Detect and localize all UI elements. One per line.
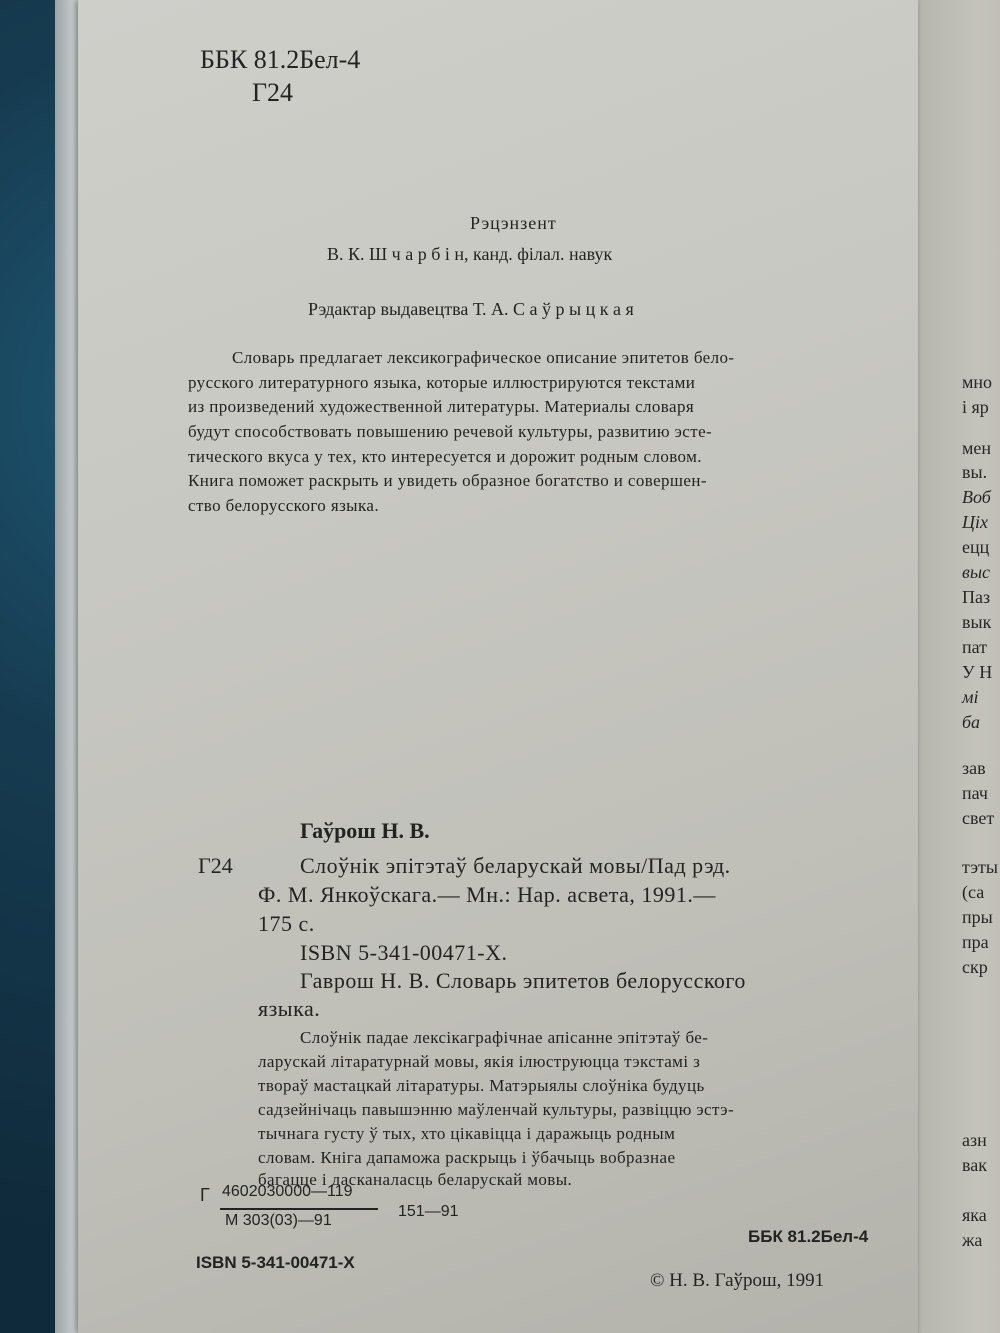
facing-page-fragment: мен [962,438,992,458]
catalog-line: Слоўнік эпітэтаў беларускай мовы/Пад рэд. [300,853,731,878]
annotation-by-line: Слоўнік падае лексікаграфічнае апісанне эпітэтаў бе- [300,1028,709,1047]
facing-page-fragment: выс [962,562,990,582]
bbk-code-bottom: ББК 81.2Бел-4 [748,1227,869,1246]
facing-page-fragment: пат [962,637,988,657]
catalog-line: языка. [258,996,321,1021]
facing-page-fragment: вы. [962,462,988,482]
facing-page-fragment: пра [962,932,989,952]
facing-page-fragment: мно [962,372,993,392]
annotation-ru-line: Книга поможет раскрыть и увидеть образное богатство и совершен- [188,471,707,490]
facing-page-fragment: У Н [962,662,993,682]
annotation-ru-line: из произведений художественной литературы. Материалы словаря [188,397,695,416]
price-code-letter: Г [200,1185,210,1205]
reviewer-name: В. К. Ш ч а р б і н, канд. філал. навук [327,244,613,264]
facing-page-fragment: Воб [962,487,991,507]
bbk-code: ББК 81.2Бел-4 [200,45,361,74]
facing-page-fragment: мі [962,687,979,707]
facing-page-fragment: тэты [962,857,998,877]
order-code: 151—91 [398,1203,459,1220]
facing-page-fragment: жа [962,1230,983,1250]
catalog-index: Г24 [198,853,233,878]
reviewer-heading: Рэцэнзент [470,213,557,233]
annotation-by-line: багацце і дасканаласць беларускай мовы. [258,1170,573,1189]
annotation-by-line: твораў мастацкай літаратуры. Матэрыялы слоўніка будуць [258,1076,705,1095]
facing-page-fragment: пры [962,907,993,927]
facing-page-fragment: ецц [962,537,990,557]
catalog-line: 175 с. [258,911,315,936]
annotation-ru-line: будут способствовать повышению речевой культуры, развитию эсте- [188,422,713,441]
facing-page-fragment: Ціх [962,512,988,532]
annotation-ru-line: Словарь предлагает лексикографическое описание эпитетов бело- [232,348,735,367]
facing-page-fragment: пач [962,783,988,803]
facing-page-fragment: Паз [962,587,991,607]
annotation-ru-line: русского литературного языка, которые иллюстрируются текстами [188,373,696,392]
publisher-editor: Рэдактар выдавецтва Т. А. С а ў р ы ц к а я [308,299,634,319]
facing-page-fragment: (са [962,882,985,902]
copyright-notice: © Н. В. Гаўрош, 1991 [650,1270,825,1291]
annotation-by-line: ларускай літаратурнай мовы, якія ілюструюцца тэкстамі з [258,1052,701,1071]
catalog-author: Гаўрош Н. В. [300,818,430,843]
facing-page-fragment: скр [962,957,988,977]
annotation-ru-line: тического вкуса у тех, кто интересуется и дорожит родным словом. [188,447,702,466]
catalog-line: Ф. М. Янкоўскага.— Мн.: Нар. асвета, 1991.— [258,882,716,907]
facing-page-fragment: вык [962,612,992,632]
facing-page [905,0,1000,1333]
isbn-bottom: ISBN 5-341-00471-X [196,1253,355,1272]
annotation-ru-line: ство белорусского языка. [188,496,380,515]
facing-page-fragment: яка [962,1205,987,1225]
fraction-rule [220,1208,378,1210]
facing-page-fragment: зав [962,758,986,778]
price-code-numerator: 4602030000—119 [222,1183,353,1200]
facing-page-fragment: і яр [962,397,989,417]
author-mark: Г24 [252,78,294,107]
annotation-by-line: садзейнічаць павышэнню маўленчай культуры, развіццю эстэ- [258,1100,735,1119]
annotation-by-line: тычнага густу ў тых, хто цікавіцца і даражыць родным [258,1124,676,1143]
facing-page-fragment: свет [962,808,995,828]
annotation-by-line: словам. Кніга дапаможа раскрыць і ўбачыць вобразнае [258,1148,676,1167]
facing-page-fragment: вак [962,1155,987,1175]
facing-page-fragment: азн [962,1130,987,1150]
catalog-line: ISBN 5-341-00471-X. [300,940,508,965]
price-code-denominator: М 303(03)—91 [225,1212,332,1229]
facing-page-fragment: ба [962,712,981,732]
catalog-line: Гаврош Н. В. Словарь эпитетов белорусского [300,968,746,993]
